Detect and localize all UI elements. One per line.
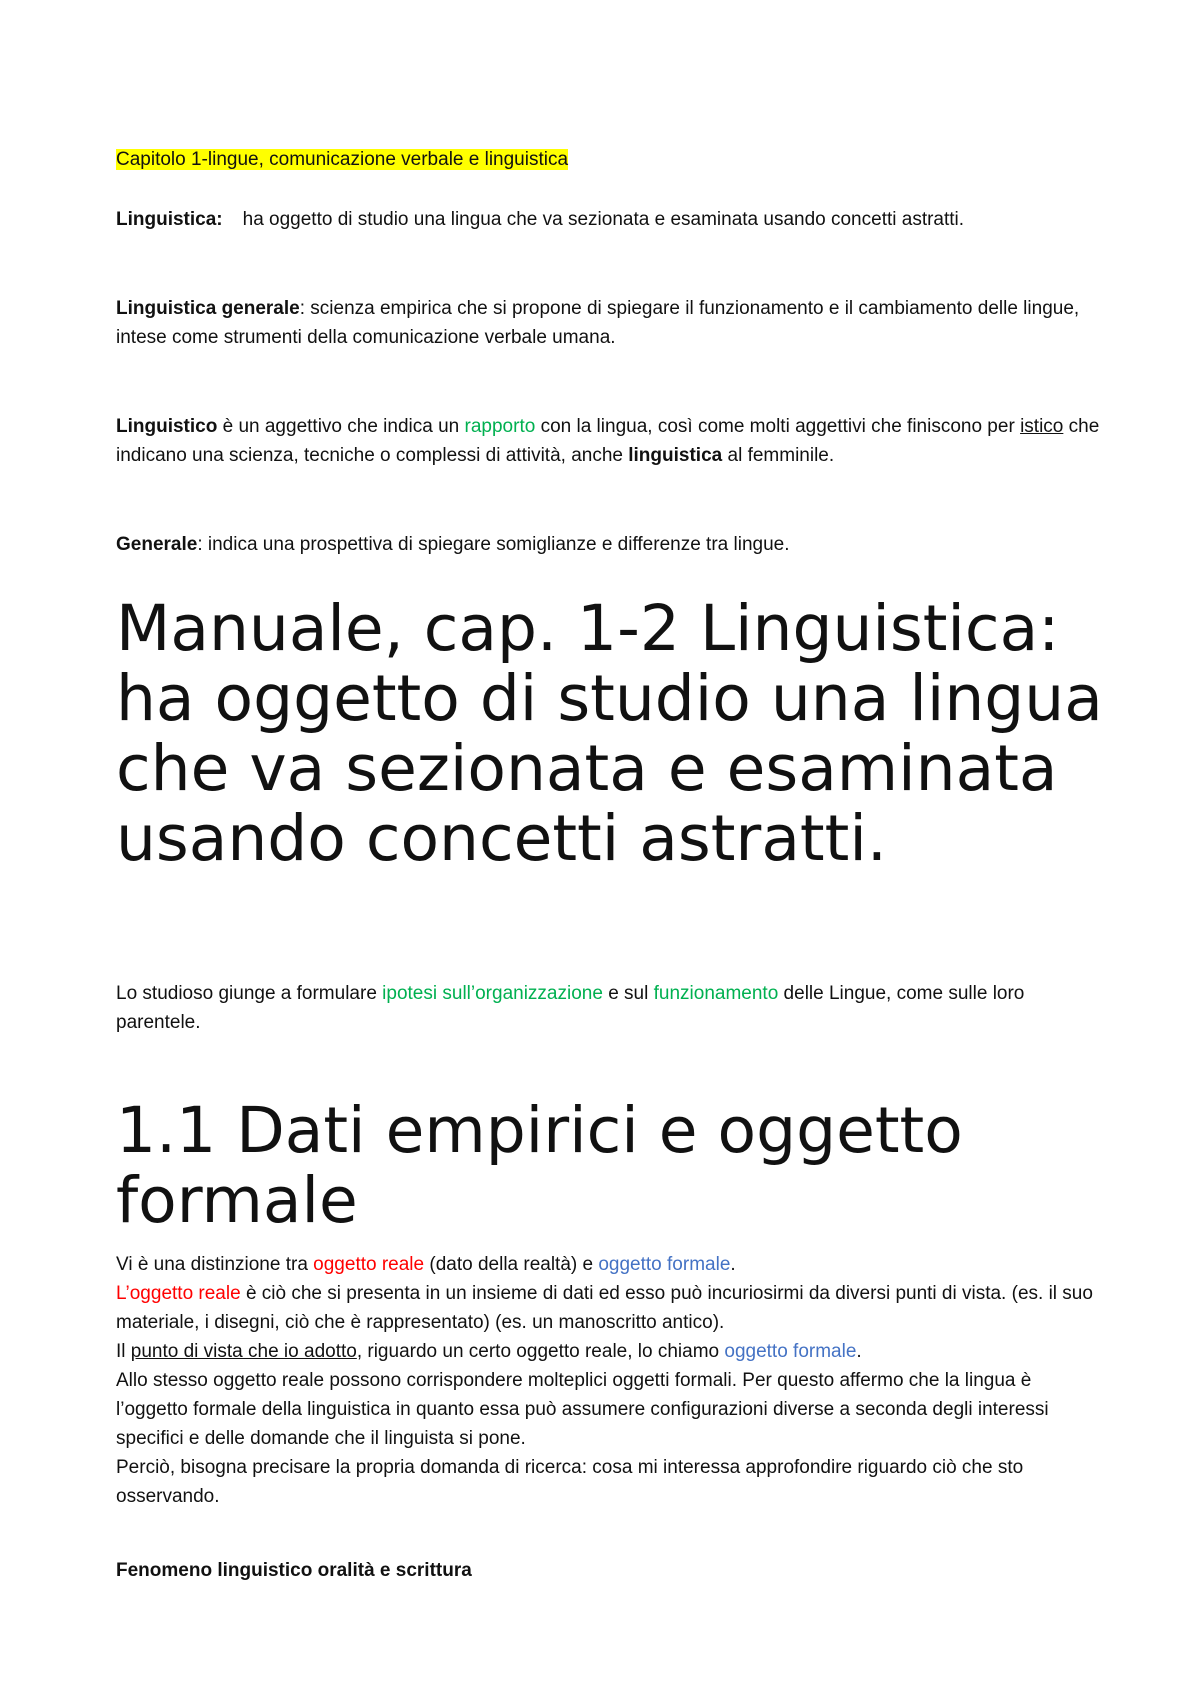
text-oggetto-reale: è ciò che si presenta in un insieme di dati ed esso può incuriosirmi da diversi punti di vista. (es. il suo materiale, i disegni, ciò che è rappresentato) (es. un manoscritto antico).: [116, 1283, 1093, 1333]
section-dati-body: [116, 1250, 1106, 1511]
text-linguistico-1: è un aggettivo che indica un: [217, 416, 465, 437]
paragraph-studioso: [116, 979, 1106, 1037]
phrase-punto-di-vista: punto di vista che io adotto: [130, 1341, 357, 1362]
text-studioso-2: e sul: [602, 983, 654, 1004]
text-linguistica-generale: : scienza empirica che si propone di spiegare il funzionamento e il cambiamento delle lingue, intese come strumenti della comunicazione verbale umana.: [116, 298, 1080, 348]
word-oggetto-formale: oggetto formale: [598, 1254, 731, 1275]
chapter-title: [116, 145, 1106, 174]
word-l-oggetto-reale: L’oggetto reale: [116, 1283, 241, 1304]
word-rapporto: rapporto: [464, 416, 536, 437]
text-punto-3: .: [856, 1341, 862, 1362]
text-linguistico-4: al femminile.: [722, 445, 835, 466]
term-linguistica: Linguistica:: [116, 209, 223, 230]
word-linguistica: linguistica: [628, 445, 723, 466]
text-studioso-3: delle Lingue, come sulle loro parentele.: [116, 983, 1025, 1033]
text-punto-2: , riguardo un certo oggetto reale, lo chiamo: [356, 1341, 725, 1362]
heading-dati-empirici: 1.1 Dati empirici e oggetto formale: [116, 1094, 963, 1237]
paragraph-linguistica-generale: [116, 294, 1106, 352]
line-percio: Perciò, bisogna precisare la propria domanda di ricerca: cosa mi interessa approfondire riguardo ciò che sto osservando.: [116, 1457, 1024, 1507]
text-distinzione-1: Vi è una distinzione tra: [116, 1254, 314, 1275]
heading-fenomeno: Fenomeno linguistico oralità e scrittura: [116, 1560, 472, 1581]
text-linguistico-2: con la lingua, così come molti aggettivi che finiscono per: [535, 416, 1021, 437]
term-generale: Generale: [116, 534, 198, 555]
chapter-title-text: Capitolo 1-lingue, comunicazione verbale e linguistica: [116, 149, 569, 170]
word-oggetto-reale: oggetto reale: [313, 1254, 425, 1275]
term-linguistica-generale: Linguistica generale: [116, 298, 300, 319]
word-istico: istico: [1020, 416, 1064, 437]
line-distinzione: [116, 1250, 1106, 1279]
term-linguistico: Linguistico: [116, 416, 218, 437]
word-ipotesi: ipotesi sull’organizzazione: [382, 983, 603, 1004]
line-oggetto-reale: [116, 1279, 1106, 1337]
paragraph-generale: [116, 530, 1106, 559]
line-molteplici: Allo stesso oggetto reale possono corrispondere molteplici oggetti formali. Per questo affermo che la lingua è l’oggetto formale della linguistica in quanto essa può assumere configurazioni diverse a seconda degli interessi specifici e delle domande che il linguista si pone.: [116, 1370, 1049, 1449]
text-generale: : indica una prospettiva di spiegare somiglianze e differenze tra lingue.: [197, 534, 790, 555]
text-linguistica: ha oggetto di studio una lingua che va sezionata e esaminata usando concetti astratti.: [242, 209, 965, 230]
heading-manuale: Manuale, cap. 1-2 Linguistica: ha oggetto di studio una lingua che va sezionata e esaminata usando concetti astratti.: [116, 592, 1103, 875]
text-punto-1: Il: [116, 1341, 131, 1362]
paragraph-linguistico: [116, 412, 1106, 470]
word-oggetto-formale-2: oggetto formale: [724, 1341, 857, 1362]
text-linguistico-3: che indicano una scienza, tecniche o complessi di attività, anche: [116, 416, 1100, 466]
text-studioso-1: Lo studioso giunge a formulare: [116, 983, 383, 1004]
text-distinzione-2: (dato della realtà) e: [424, 1254, 599, 1275]
paragraph-linguistica: [116, 205, 1106, 234]
text-distinzione-3: .: [730, 1254, 736, 1275]
word-funzionamento: funzionamento: [653, 983, 779, 1004]
line-punto-di-vista: [116, 1337, 1106, 1366]
